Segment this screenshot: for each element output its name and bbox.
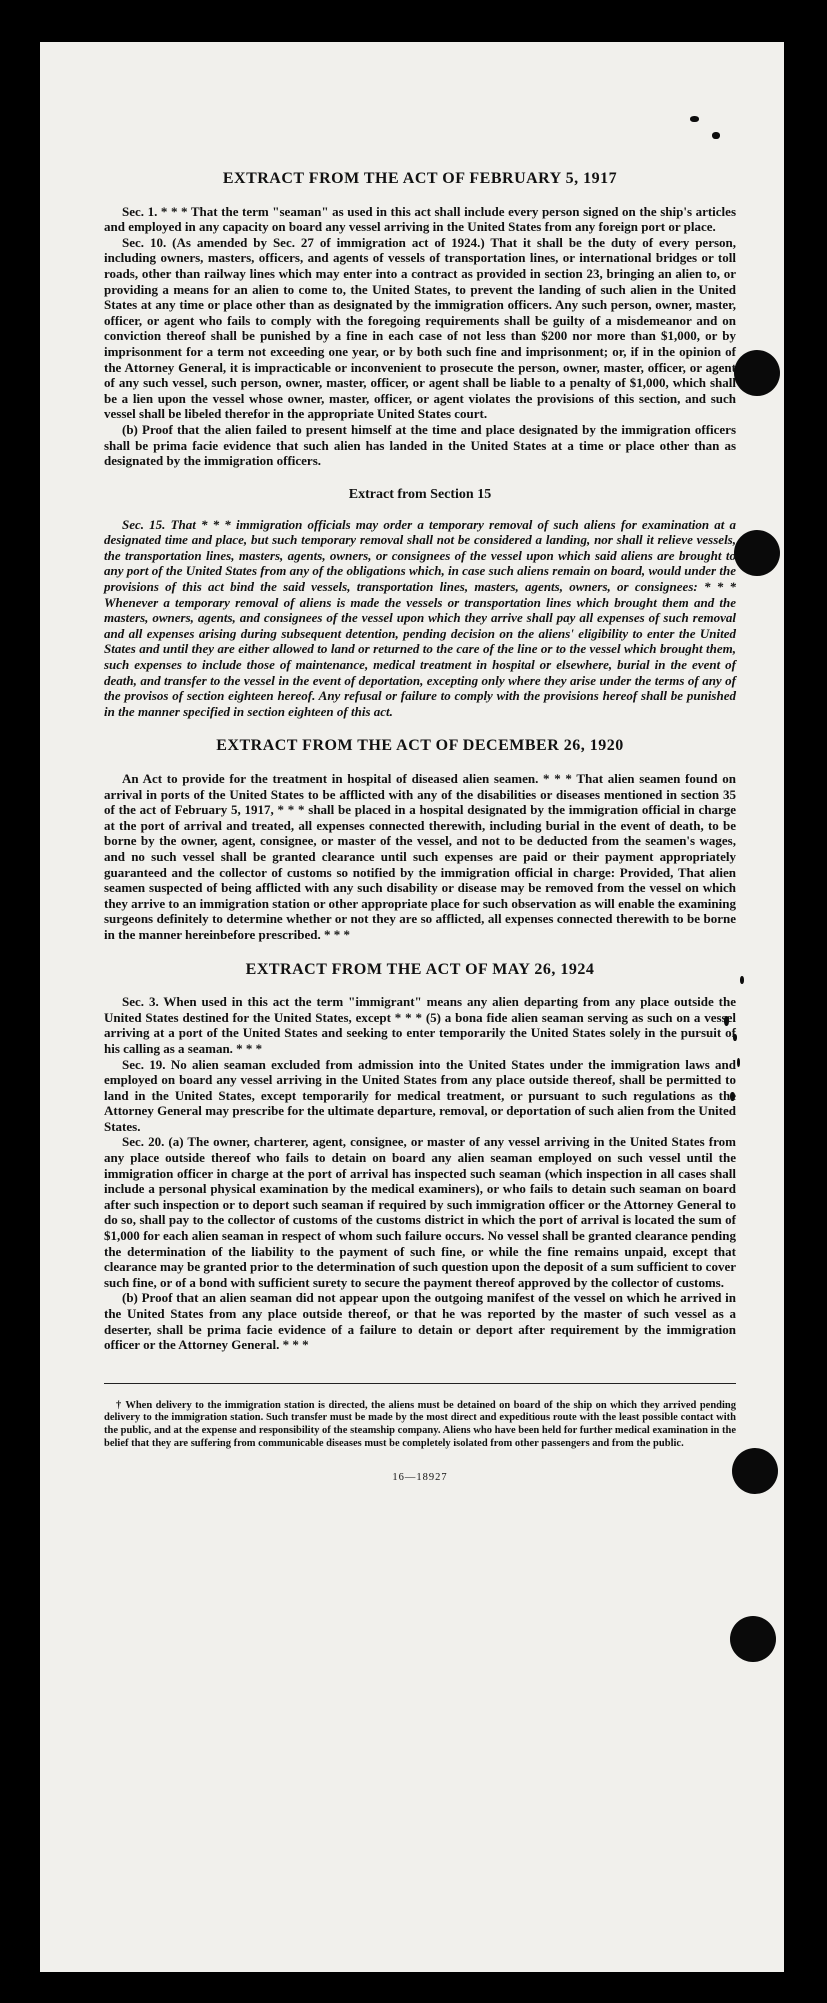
paragraph-sec15: Sec. 15. That * * * immigration officials may order a temporary removal of such aliens for examination at a designated time and place, but such temporary removal shall not be considered a landing, nor shall it relieve vessels, the transportation lines, masters, agents, owners, or consignees of the vessel upon which said aliens are brought to any port of the United States from any of the obligations which, in case such aliens remain on board, would under the provisions of this act bind the said vessels, transportation lines, masters, agents, owners, or consignees: * * * Whenever a temporary removal of aliens is made the vessels or transportation lines which brought them and the masters, owners, agents, and consignees of the vessel upon which they arrive shall pay all expenses of such removal and all expenses arising during subsequent detention, pending decision on the aliens' eligibility to enter the United States and until they are either allowed to land or returned to the care of the line or to the vessel which brought them, such expenses to include those of maintenance, medical treatment in hospital or elsewhere, burial in the event of death, and transfer to the vessel in the event of deportation, excepting only where they arise under the terms of any of the provisos of section eighteen hereof. Any refusal or failure to comply with the provisions hereof shall be punished in the manner specified in section eighteen of this act. — [104, 516, 736, 719]
paragraph-1920: An Act to provide for the treatment in hospital of diseased alien seamen. * * * That alien seamen found on arrival in ports of the United States to be afflicted with any of the disabilities or diseases mentioned in section 35 of the act of February 5, 1917, * * * shall be placed in a hospital designated by the immigration official in charge at the port of arrival and treated, all expenses connected therewith, including burial in the event of death, to be borne by the owner, agent, consignee, or master of the vessel, and not to be deducted from the seamen's wages, and no such vessel shall be granted clearance until such expenses are paid or their payment appropriately guaranteed and the collector of customs so notified by the immigration official in charge: Provided, That alien seamen suspected of being afflicted with any such disability or disease may be removed from the vessel on which they arrive to an immigration station or other appropriate place for such observation as will enable the examining surgeons definitely to determine whether or not they are so afflicted, all expenses connected therewith to be borne in the manner hereinbefore prescribed. * * * — [104, 771, 736, 942]
speck-mark — [740, 976, 744, 984]
punch-hole-1 — [734, 350, 780, 396]
paragraph-sec20-b: (b) Proof that an alien seaman did not appear upon the outgoing manifest of the vessel on which he arrived in the United States from any place outside thereof, or that he was reported by the master of such vessel as a deserter, shall be prima facie evidence of a failure to detain or deport after requirement by the immigration officer or the Attorney General. * * * — [104, 1290, 736, 1353]
document-page — [40, 42, 784, 1972]
form-number: 16—18927 — [392, 1472, 448, 1484]
paragraph-sec19: Sec. 19. No alien seaman excluded from admission into the United States under the immigration laws and employed on board any vessel arriving in the United States from any place outside thereof, shall be permitted to land in the United States, except temporarily for medical treatment, or pursuant to such regulations as the Attorney General may prescribe for the ultimate departure, removal, or deportation of such alien from the United States. — [104, 1056, 736, 1134]
paragraph-sec10: Sec. 10. (As amended by Sec. 27 of immigration act of 1924.) That it shall be the duty of every person, including owners, masters, officers, and agents of vessels of transportation lines, or international bridges or toll roads, other than railway lines which may enter into a contract as provided in section 23, bringing an alien to, or providing a means for an alien to come to, the United States, to prevent the landing of such alien in the United States at any time or place other than as designated by the immigration officers. Any such person, owner, master, officer, or agent who fails to comply with the foregoing requirements shall be guilty of a misdemeanor and on conviction thereof shall be punished by a fine in each case of not less than $200 nor more than $1,000, or by imprisonment for a term not exceeding one year, or by both such fine and imprisonment; or, if in the opinion of the Attorney General, it is impracticable or inconvenient to prosecute the person, owner, master, officer, or agent of any such vessel, such person, owner, master, officer, or agent shall be liable to a penalty of $1,000, which shall be a lien upon the vessel whose owner, master, officer, or agent violates the provisions of this section, and such vessel shall be libeled therefor in the appropriate United States court. — [104, 234, 736, 422]
paragraph-sec10-b: (b) Proof that the alien failed to present himself at the time and place designated by the immigration officers shall be prima facie evidence that such alien has landed in the United States at a time or place other than as designated by the immigration officers. — [104, 421, 736, 469]
footnote-divider — [104, 1383, 736, 1384]
heading-act-1924: EXTRACT FROM THE ACT OF MAY 26, 1924 — [245, 960, 595, 978]
speck-mark — [737, 1058, 740, 1067]
punch-hole-3 — [732, 1448, 778, 1494]
section-1917 — [104, 204, 736, 469]
heading-act-1920: EXTRACT FROM THE ACT OF DECEMBER 26, 1920 — [216, 737, 624, 755]
paragraph-sec3: Sec. 3. When used in this act the term "immigrant" means any alien departing from any place outside the United States destined for the United States, except * * * (5) a bona fide alien seaman serving as such on a vessel arriving at a port of the United States and seeking to enter temporarily the United States solely in the pursuit of his calling as a seaman. * * * — [104, 994, 736, 1056]
section-1924 — [104, 994, 736, 1353]
paragraph-sec20: Sec. 20. (a) The owner, charterer, agent, consignee, or master of any vessel arriving in the United States from any place outside thereof who fails to detain on board any alien seaman employed on such vessel until the immigration officer in charge at the port of arrival has inspected such seaman (which inspection in all cases shall include a personal physical examination by the medical examiners), or who fails to detain such seaman on board after such inspection or to deport such seaman if required by such immigration officer or the Attorney General to do so, shall pay to the collector of customs of the customs district in which the port of arrival is located the sum of $1,000 for each alien seaman in respect of whom such failure occurs. No vessel shall be granted clearance pending the determination of the liability to the payment of such fine, or while the fine remains unpaid, except that clearance may be granted prior to the determination of such question upon the deposit of a sum sufficient to cover such fine, or of a bond with sufficient surety to secure the payment thereof approved by the collector of customs. — [104, 1134, 736, 1290]
speck-mark — [690, 116, 699, 122]
paragraph-sec1: Sec. 1. * * * That the term "seaman" as used in this act shall include every person signed on the ship's articles and employed in any capacity on board any vessel arriving in the United States from any foreign port or place. — [104, 203, 736, 235]
subheading-section15: Extract from Section 15 — [348, 486, 492, 502]
punch-hole-4 — [730, 1616, 776, 1662]
heading-act-1917: EXTRACT FROM THE ACT OF FEBRUARY 5, 1917 — [222, 170, 618, 187]
speck-mark — [712, 132, 720, 139]
punch-hole-2 — [734, 530, 780, 576]
section-1920 — [104, 771, 736, 943]
document-body — [104, 170, 736, 1483]
section-15 — [104, 517, 736, 720]
footnote: † When delivery to the immigration station is directed, the aliens must be detained on board of the ship on which they arrived pending delivery to the immigration station. Such transfer must be made by the most direct and expeditious route with the least possible contact with the public, and at the expense and responsibility of the steamship company. Aliens who have been held for further medical examination in the belief that they are suffering from communicable diseases must be completely isolated from other passengers and from the public. — [104, 1399, 736, 1449]
